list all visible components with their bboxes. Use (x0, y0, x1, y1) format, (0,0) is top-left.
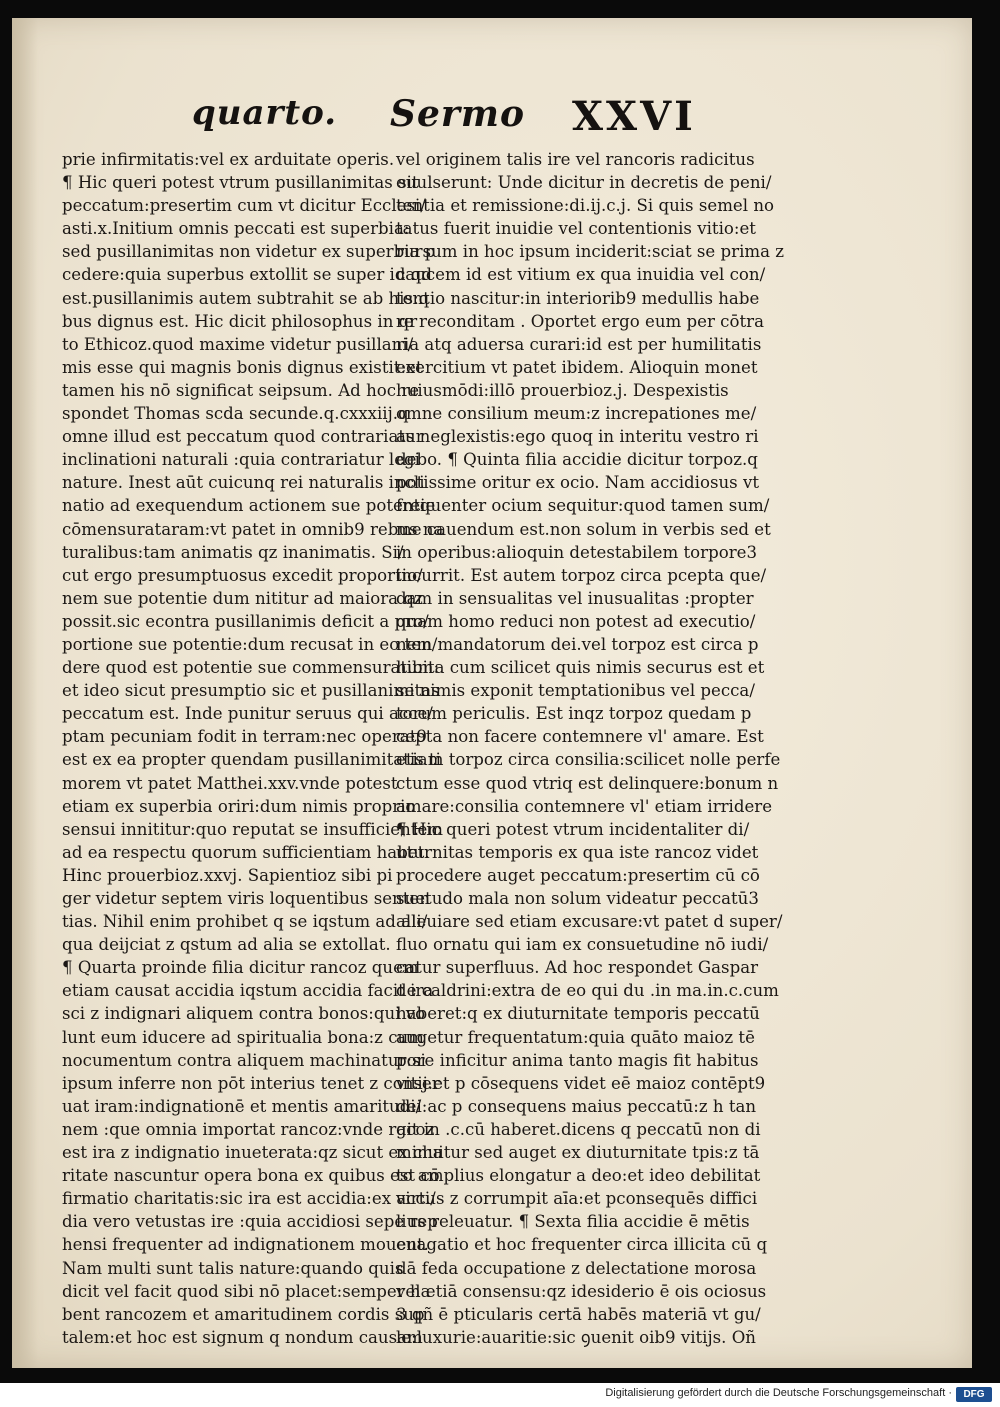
text-line: ¶ Hic queri potest vtrum pusillanimitas sit (62, 173, 419, 193)
text-line: procedere auget peccatum:presertim cū cō (396, 865, 760, 885)
text-line: minuitur sed auget ex diuturnitate tpis:z tā (396, 1143, 760, 1163)
text-line: incurrit. Est autem torpoz circa pcepta que/ (396, 565, 767, 585)
text-line: le:luxurie:auaritie:sic ꝯuenit oib9 vitijs. Oñ (396, 1327, 756, 1347)
text-line: vitij.et p cōsequens videt eē maioz contēpt9 (396, 1073, 766, 1093)
text-line: cut ergo presumptuosus excedit proportio/ (62, 565, 423, 585)
dfg-logo: DFG (956, 1387, 992, 1402)
text-line: hibita cum scilicet quis nimis securus est et (396, 658, 765, 678)
text-line: mis esse qui magnis bonis dignus existit:et (62, 357, 423, 377)
text-line: nocumentum contra aliquem machinatur:si (62, 1050, 426, 1070)
text-line: in operibus:alioquin detestabilem torpore3 (396, 542, 758, 562)
text-line: frequenter ocium sequitur:quod tamen sum/ (396, 496, 770, 516)
text-line: rursum in hoc ipsum inciderit:sciat se prima z (396, 242, 785, 262)
text-line: ptam pecuniam fodit in terram:nec operat9 (62, 727, 427, 747)
text-line: ctum esse quod vtriq est delinquere:bonum n (396, 773, 779, 793)
text-line: qua deijciat z qstum ad alia se extollat. (62, 935, 391, 955)
text-line: peccatum:presertim cum vt dicitur Ecclesi/ (62, 196, 426, 216)
text-line: tias. Nihil enim prohibet q se iqstum ad ali/ (62, 912, 428, 932)
text-line: me cauendum est.non solum in verbis sed et (396, 519, 771, 539)
text-line: est.pusillanimis autem subtrahit se ab his:q (62, 288, 430, 308)
text-line: dicit vel facit quod sibi nō placet:semper ha (62, 1281, 431, 1301)
text-line: et ideo sicut presumptio sic et pusillanimitas (62, 681, 440, 701)
text-line: lius releuatur. ¶ Sexta filia accidie ē mētis (396, 1212, 750, 1232)
text-line: caucem id est vitium ex qua inuidia vel con/ (396, 265, 766, 285)
text-line: euulserunt: Unde dicitur in decretis de peni/ (396, 173, 772, 193)
text-line: de caldrini:extra de eo qui du .in ma.in.c.cum (396, 981, 779, 1001)
text-line: ¶ Hic queri potest vtrum incidentaliter di/ (396, 819, 750, 839)
text-line: potissime oritur ex ocio. Nam accidiosus vt (396, 473, 760, 493)
text-line: ipsum inferre non pōt interius tenet z conser (62, 1073, 440, 1093)
text-line: re reconditam . Oportet ergo eum per cōtra (396, 311, 764, 331)
text-line: quam homo reduci non potest ad executio/ (396, 611, 756, 631)
text-line: amare:consilia contemnere vl' etiam irridere (396, 796, 773, 816)
text-line: asti.x.Initium omnis peccati est superbia: (62, 219, 410, 239)
text-line: omne consilium meum:z increpationes me/ (396, 404, 757, 424)
text-line: uturnitas temporis ex qua iste rancoz videt (396, 842, 759, 862)
text-line: ad ea respectu quorum sufficientiam habet. (62, 842, 430, 862)
text-line: torum periculis. Est inqz torpoz quedam p (396, 704, 752, 724)
text-line: vel etiā consensu:qz idesiderio ē ois ociosus (396, 1281, 767, 1301)
text-line: haberet:q ex diuturnitate temporis peccatū (396, 1004, 760, 1024)
text-line: omne illud est peccatum quod contrariatur (62, 427, 424, 447)
text-line: fluo ornatu qui iam ex consuetudine nō iudi/ (396, 935, 769, 955)
text-line: possit.sic econtra pusillanimis deficit a pro/ (62, 611, 429, 631)
text-line: Nam multi sunt talis nature:quando quis (62, 1258, 404, 1278)
text-line: sed pusillanimitas non videtur ex superbia p (62, 242, 436, 262)
text-line: catur superfluus. Ad hoc respondet Gaspar (396, 958, 759, 978)
text-line: to Ethicoz.quod maxime videtur pusillani/ (62, 334, 414, 354)
left-text-column (62, 148, 444, 1349)
text-line: git in .c.cū haberet.dicens q peccatū non di (396, 1119, 761, 1139)
text-line: pore inficitur anima tanto magis fit habitus (396, 1050, 759, 1070)
text-line: to amplius elongatur a deo:et ideo debilitat (396, 1166, 761, 1186)
text-line: cedere:quia superbus extollit se super id qd (62, 265, 432, 285)
text-line: nature. Inest aūt cuicunq rei naturalis incli (62, 473, 425, 493)
text-line: turalibus:tam animatis qz inanimatis. Si/ (62, 542, 404, 562)
text-line: dam in sensualitas vel inusualitas :propter (396, 588, 754, 608)
text-line: augetur frequentatum:quia quāto maioz tē (396, 1027, 755, 1047)
text-line: inclinationi naturali :quia contrariatur legi (62, 450, 420, 470)
text-line: bent rancozem et amaritudinem cordis sup (62, 1304, 425, 1324)
text-line: sensui innititur:quo reputat se insufficientem (62, 819, 444, 839)
right-text-column (396, 148, 785, 1349)
text-line: 3 qñ ē pticularis certā habēs materiā vt gu/ (396, 1304, 761, 1324)
text-line: huiusmōdi:illō prouerbioz.j. Despexistis (396, 380, 729, 400)
text-line: tentia et remissione:di.ij.c.j. Si quis semel no (396, 196, 775, 216)
text-line: spondet Thomas scda secunde.q.cxxxiij.q (62, 404, 409, 424)
text-line: vel originem talis ire vel rancoris radicitus (396, 150, 755, 169)
text-line: virtus z corrumpit aīa:et pconsequēs diffici (396, 1189, 758, 1209)
text-line: tatus fuerit inuidie vel contentionis vitio:et (396, 219, 756, 239)
running-head (12, 93, 972, 153)
text-line: peccatum est. Inde punitur seruus qui acce/ (62, 704, 433, 724)
text-line: suetudo mala non solum videatur peccatū3 (396, 889, 759, 908)
text-line: hensi frequenter ad indignationem mouent. (62, 1235, 429, 1255)
text-line: ria atq aduersa curari:id est per humilitatis (396, 334, 762, 354)
text-line: as neglexistis:ego quoq in interitu vestro ri (396, 427, 759, 447)
running-head-left: quarto. (192, 93, 338, 133)
running-head-folio: XXVI (572, 93, 696, 140)
text-line: alleuiare sed etiam excusare:vt patet d super/ (396, 912, 783, 932)
text-line: morem vt patet Matthei.xxv.vnde potest (62, 773, 398, 793)
text-line: natio ad exequendum actionem sue potentie (62, 496, 436, 516)
text-line: cōmensurataram:vt patet in omnib9 rebus na (62, 519, 444, 539)
text-line: dā feda occupatione z delectatione morosa (396, 1258, 757, 1278)
text-line: portione sue potentie:dum recusat in eo ten/ (62, 634, 438, 654)
text-line: Hinc prouerbioz.xxvj. Sapientioz sibi pi (62, 865, 393, 885)
text-line: tamen his nō significat seipsum. Ad hoc re (62, 380, 420, 400)
text-line: se nimis exponit temptationibus vel pecca/ (396, 681, 755, 701)
text-line: dia vero vetustas ire :quia accidiosi sepe rep (62, 1212, 438, 1232)
text-line: prie infirmitatis:vel ex arduitate operis. (62, 150, 395, 169)
text-line: cepta non facere contemnere vl' amare. Est (396, 727, 764, 747)
text-line: nem mandatorum dei.vel torpoz est circa p (396, 634, 759, 654)
text-line: uat iram:indignationē et mentis amaritudi/ (62, 1096, 422, 1116)
text-line: lunt eum iducere ad spiritualia bona:z cum (62, 1027, 424, 1047)
text-line: tentio nascitur:in interiorib9 medullis habe (396, 288, 760, 308)
text-line: ritate nascuntur opera bona ex quibus est cō (62, 1166, 440, 1186)
text-line: euagatio et hoc frequenter circa illicita cū q (396, 1235, 768, 1255)
text-line: nem :que omnia importat rancoz:vnde racoz (62, 1119, 435, 1139)
text-line: etiam ex superbia oriri:dum nimis proprio (62, 796, 416, 816)
text-line: dere quod est potentie sue commensuratum: (62, 658, 440, 678)
text-line: sci z indignari aliquem contra bonos:qui vo (62, 1004, 426, 1024)
text-line: dei:ac p consequens maius peccatū:z h tan (396, 1096, 757, 1116)
book-page (12, 18, 972, 1368)
text-line: nem sue potentie dum nititur ad maiora qz (62, 588, 423, 608)
funding-credit: Digitalisierung gefördert durch die Deutsche Forschungsgemeinschaft · (605, 1387, 952, 1399)
text-line: etiam torpoz circa consilia:scilicet nolle perfe (396, 750, 781, 770)
page-gutter-shadow (12, 18, 38, 1368)
text-line: ¶ Quarta proinde filia dicitur rancoz quem (62, 958, 419, 978)
text-line: etiam causat accidia iqstum accidia facit ira (62, 981, 434, 1001)
digitization-footer (0, 1383, 1000, 1407)
text-line: est ira z indignatio inueterata:qz sicut ex cha (62, 1143, 443, 1163)
text-line: debo. ¶ Quinta filia accidie dicitur torpoz.q (396, 450, 758, 470)
text-line: talem:et hoc est signum q nondum causam (62, 1327, 423, 1347)
text-line: firmatio charitatis:sic ira est accidia:ex acci/ (62, 1189, 436, 1209)
text-line: ger videtur septem viris loquentibus senten (62, 889, 430, 908)
text-line: est ex ea propter quendam pusillanimitatis ti (62, 750, 441, 770)
running-head-center: Sermo (390, 93, 525, 135)
text-line: exercitium vt patet ibidem. Alioquin monet (396, 357, 758, 377)
text-line: bus dignus est. Hic dicit philosophus in qr (62, 311, 418, 331)
